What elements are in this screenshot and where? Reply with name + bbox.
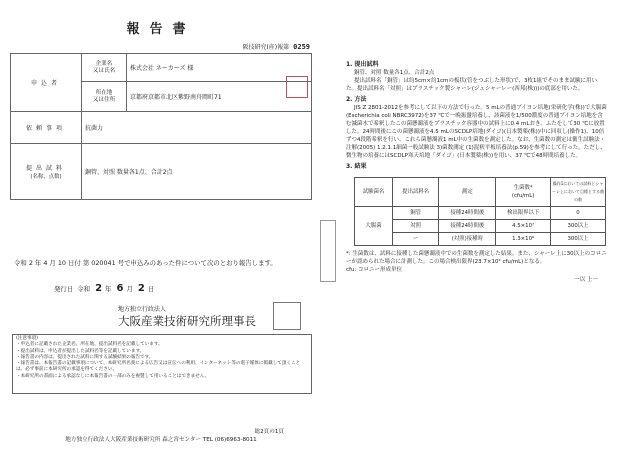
header-cell: 生菌数* (cfu/mL)	[496, 178, 551, 207]
section-1-line1: 銅管、対照 数量各1点、合計2点	[354, 70, 435, 76]
notes-box	[12, 334, 312, 394]
issuer-name: 大阪産業技術研究所理事長	[118, 314, 256, 328]
date-era: 令和	[77, 285, 91, 293]
note-item: ・申込者に記載された企業名、所在地、提出試料名を記載しています。	[16, 342, 163, 348]
side-stamp	[320, 220, 336, 282]
company-value: 株式会社 ネーカーズ 様	[127, 54, 312, 82]
table-row	[355, 233, 606, 246]
report-results-page	[336, 52, 616, 442]
table-cell: 銅管	[393, 207, 439, 220]
header-cell: 試験菌名	[355, 178, 393, 207]
note-item: ・報告書は、本報告書の記載事項について、本研究所名義による広告又は宣伝への利用、インターネット等の電子媒体に掲載して頂くことは、必ず事前に本研究所の承認を得てください。	[16, 361, 301, 373]
table-cell: 1.3×10⁶	[496, 233, 551, 246]
issuer-block	[118, 304, 256, 329]
table-cell: (対照)接種時	[439, 233, 496, 246]
section-2-text: JIS Z 2801-2012を参考にして以下の方法で行った。5 mLの普通ブイヨン培地(栄研化学(株))で大腸菌(Escherichia coli NBRC3972)を37 ℃で一晩振盪培養し、該菌液を1/500濃度の普通ブイヨン培地を含む滅菌水で希釈したこの菌懸濁液をプラスチック容器中の試料上に0.4 mLおき、ふたをして30 ℃に放置した。24時間後にこの菌懸濁液を4.5 mLのSCDLP培地(ダイゴ)(日本製薬(株))中に回収し(操作1)、10倍ずつ4段階希釈を行い、これら菌懸濁液1 mL中の生菌数を測定した。なお、生菌数の測定は衛生試験法・注解(2005) 1.2.1.1細菌一般試験法 3)菌数測定 (1)混釈平板培養法(p.59)を参考にして行った。ただし、微生物の培養にはSCDLP寒天培地「ダイゴ」(日本製薬(株))を用い、37 ℃で48時間培養した。	[346, 105, 607, 159]
notice-text: 令和 2 年 4 月 10 日付 第 020041 号で申込みのあった件について次のとおり報告します。	[14, 259, 277, 267]
issuer-org: 地方独立行政法人	[118, 306, 167, 313]
date-day-unit: 日	[147, 285, 155, 293]
sample-label: 提出試料	[25, 165, 66, 172]
reference-label: 阪技研究(産)報第	[242, 44, 290, 51]
address-value: 京都府京都市北区紫野南舟岡町71	[127, 82, 312, 112]
report-title: 報告書	[126, 22, 196, 37]
section-1-title: 1. 提出試料	[346, 61, 379, 68]
sample-sublabel: (名称、点数)	[30, 174, 62, 180]
section-3-title: 3. 結果	[346, 163, 367, 170]
sample-value: 銅管、対照 数量各1点、合計2点	[82, 144, 312, 200]
date-month: 6	[116, 283, 124, 294]
note-item: ・提出試料は、申込者が提出した試料名等を記載しています。	[16, 348, 145, 354]
table-cell: 対照	[393, 220, 439, 233]
end-mark: 一以 上一	[574, 277, 598, 283]
address-label: 所在地 又は住所	[82, 82, 127, 112]
header-cell: 提出試料名	[393, 178, 439, 207]
issue-date	[54, 283, 154, 294]
table-cell: 300以上	[551, 233, 606, 246]
page-info: 総2頁の1頁	[254, 429, 284, 435]
sample-label-cell	[11, 144, 82, 200]
results-header-row	[355, 178, 606, 207]
date-year-unit: 年	[105, 285, 112, 293]
official-seal	[273, 302, 301, 330]
reference-number	[242, 42, 310, 51]
results-table	[354, 177, 606, 246]
result-note-2: cfu: コロニー形成単位	[346, 267, 403, 273]
table-cell: 接種24時間後	[439, 220, 496, 233]
footer-address: 地方独立行政法人大阪産業技術研究所 森之宮センター TEL (06)6963-8011	[65, 437, 257, 443]
note-item: ・本研究所の書面による承認なしに本報告書の一部のみを複製して用いることはできません。	[16, 373, 210, 379]
note-item: ・報告書の内容は、提出された試料に関する試験結果の報告です。	[16, 354, 154, 360]
notes-title: (注意事項)	[16, 336, 38, 341]
table-cell: 検出限界以下	[496, 207, 551, 220]
page-footer	[8, 428, 314, 444]
reference-value: 0259	[293, 43, 310, 51]
report-cover-page	[8, 8, 314, 444]
company-label: 企業名 又は氏名	[82, 54, 127, 82]
date-month-unit: 月	[126, 285, 133, 293]
table-cell: 0	[551, 207, 606, 220]
date-day: 2	[137, 283, 145, 294]
table-cell: 4.5×10⁷	[496, 220, 551, 233]
table-row	[355, 207, 606, 220]
results-content	[346, 58, 608, 284]
section-1-line2: 提出試料名「銅管」は約5cm×約1cmの板状(管をつぶした形状)で、3枚1組でそのまま試験に用いた。提出試料名「対照」はプラスチック製シャーレ(ジュシャーレー(西邦(株)))の底部を用いた。	[346, 78, 598, 92]
header-cell: 測定	[439, 178, 496, 207]
applicant-label: 申込者	[11, 54, 82, 112]
applicant-form-table	[10, 53, 312, 200]
date-prefix: 発行日	[54, 285, 74, 293]
request-value: 抗菌力	[82, 112, 312, 144]
table-row	[355, 220, 606, 233]
header-cell: 操作1においての試料とシャーレ上において目標とする菌の数	[551, 178, 606, 207]
table-cell: ー	[393, 233, 439, 246]
table-cell: 300以上	[551, 220, 606, 233]
revenue-stamp	[286, 76, 308, 98]
result-note-1: *: 生菌数は、試料に接種した菌懸濁液中での生菌数を測定した結果。また、シャーレ上に30以上のコロニーが認められた場合に計測した。この場合検出限界(23.7×10² cfu/mL)となる。	[346, 251, 607, 265]
request-label: 依頼事項	[11, 112, 82, 144]
table-cell: 接種24時間後	[439, 207, 496, 220]
table-cell: 大腸菌	[355, 207, 393, 246]
section-2-title: 2. 方法	[346, 96, 367, 103]
date-year: 2	[95, 283, 103, 294]
